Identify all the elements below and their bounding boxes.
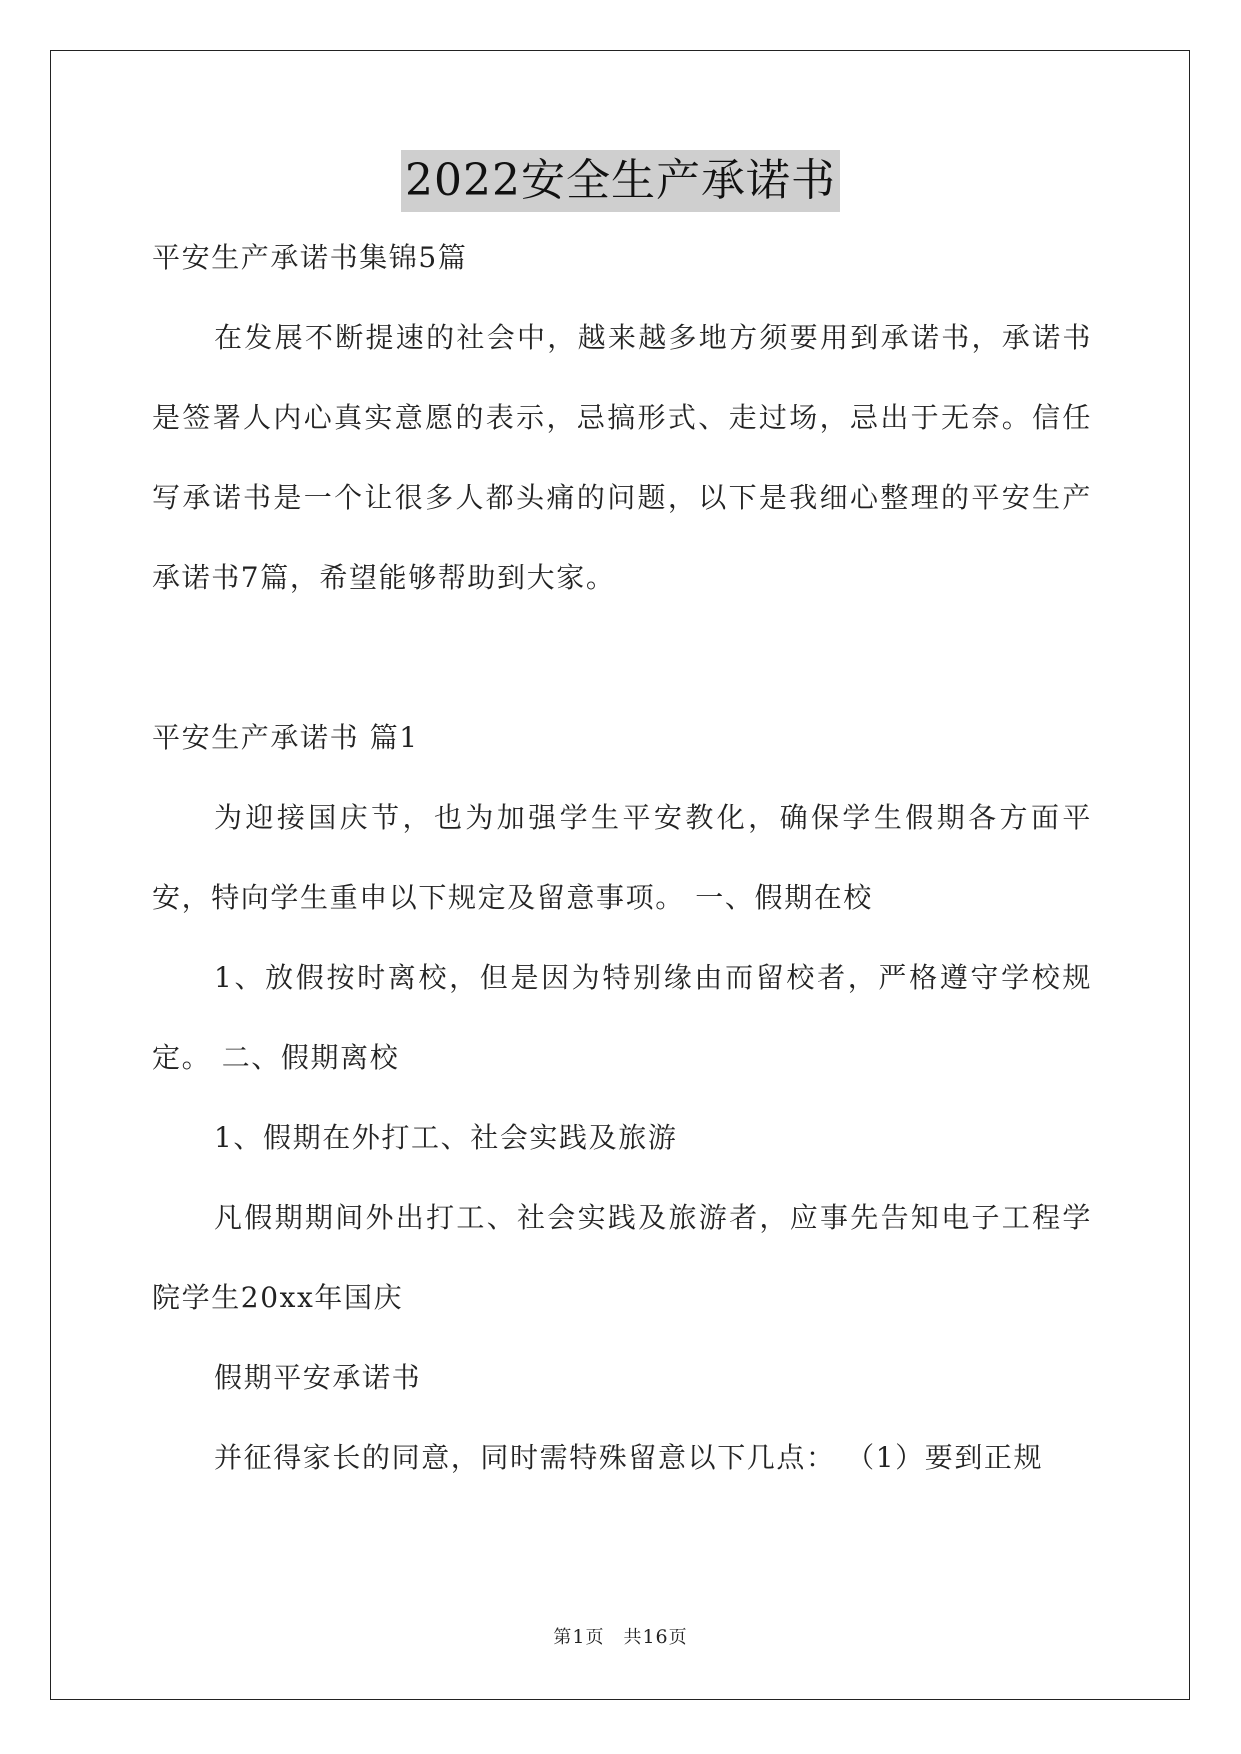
section-paragraph-1: 为迎接国庆节，也为加强学生平安教化，确保学生假期各方面平安，特向学生重申以下规定及留意事项。 一、假期在校 bbox=[152, 801, 1092, 914]
document-subtitle: 平安生产承诺书集锦5篇 bbox=[152, 241, 468, 274]
section-heading: 平安生产承诺书 篇1 bbox=[152, 721, 419, 754]
title-wrap bbox=[0, 150, 1241, 212]
footer-total-pages: 16 bbox=[642, 1626, 669, 1648]
footer-mid: 页 共 bbox=[585, 1627, 643, 1648]
section-gap bbox=[152, 618, 1092, 698]
section-paragraph-4: 凡假期期间外出打工、社会实践及旅游者，应事先告知电子工程学院学生20xx年国庆 bbox=[152, 1201, 1092, 1314]
section-paragraph-2: 1、放假按时离校，但是因为特别缘由而留校者，严格遵守学校规定。 二、假期离校 bbox=[152, 961, 1092, 1074]
footer-suffix: 页 bbox=[668, 1627, 688, 1648]
section-paragraph-5: 假期平安承诺书 bbox=[214, 1361, 422, 1394]
document-title: 2022安全生产承诺书 bbox=[401, 150, 840, 212]
footer-current-page: 1 bbox=[572, 1626, 586, 1648]
section-paragraph-6: 并征得家长的同意，同时需特殊留意以下几点： （1）要到正规 bbox=[214, 1441, 1044, 1474]
intro-paragraph: 在发展不断提速的社会中，越来越多地方须要用到承诺书，承诺书是签署人内心真实意愿的表示，忌搞形式、走过场，忌出于无奈。信任写承诺书是一个让很多人都头痛的问题，以下是我细心整理的平安生产承诺书7篇，希望能够帮助到大家。 bbox=[152, 321, 1092, 594]
page-footer bbox=[0, 1623, 1241, 1649]
document-body bbox=[152, 218, 1092, 1498]
footer-prefix: 第 bbox=[553, 1627, 573, 1648]
section-paragraph-3: 1、假期在外打工、社会实践及旅游 bbox=[214, 1121, 678, 1154]
